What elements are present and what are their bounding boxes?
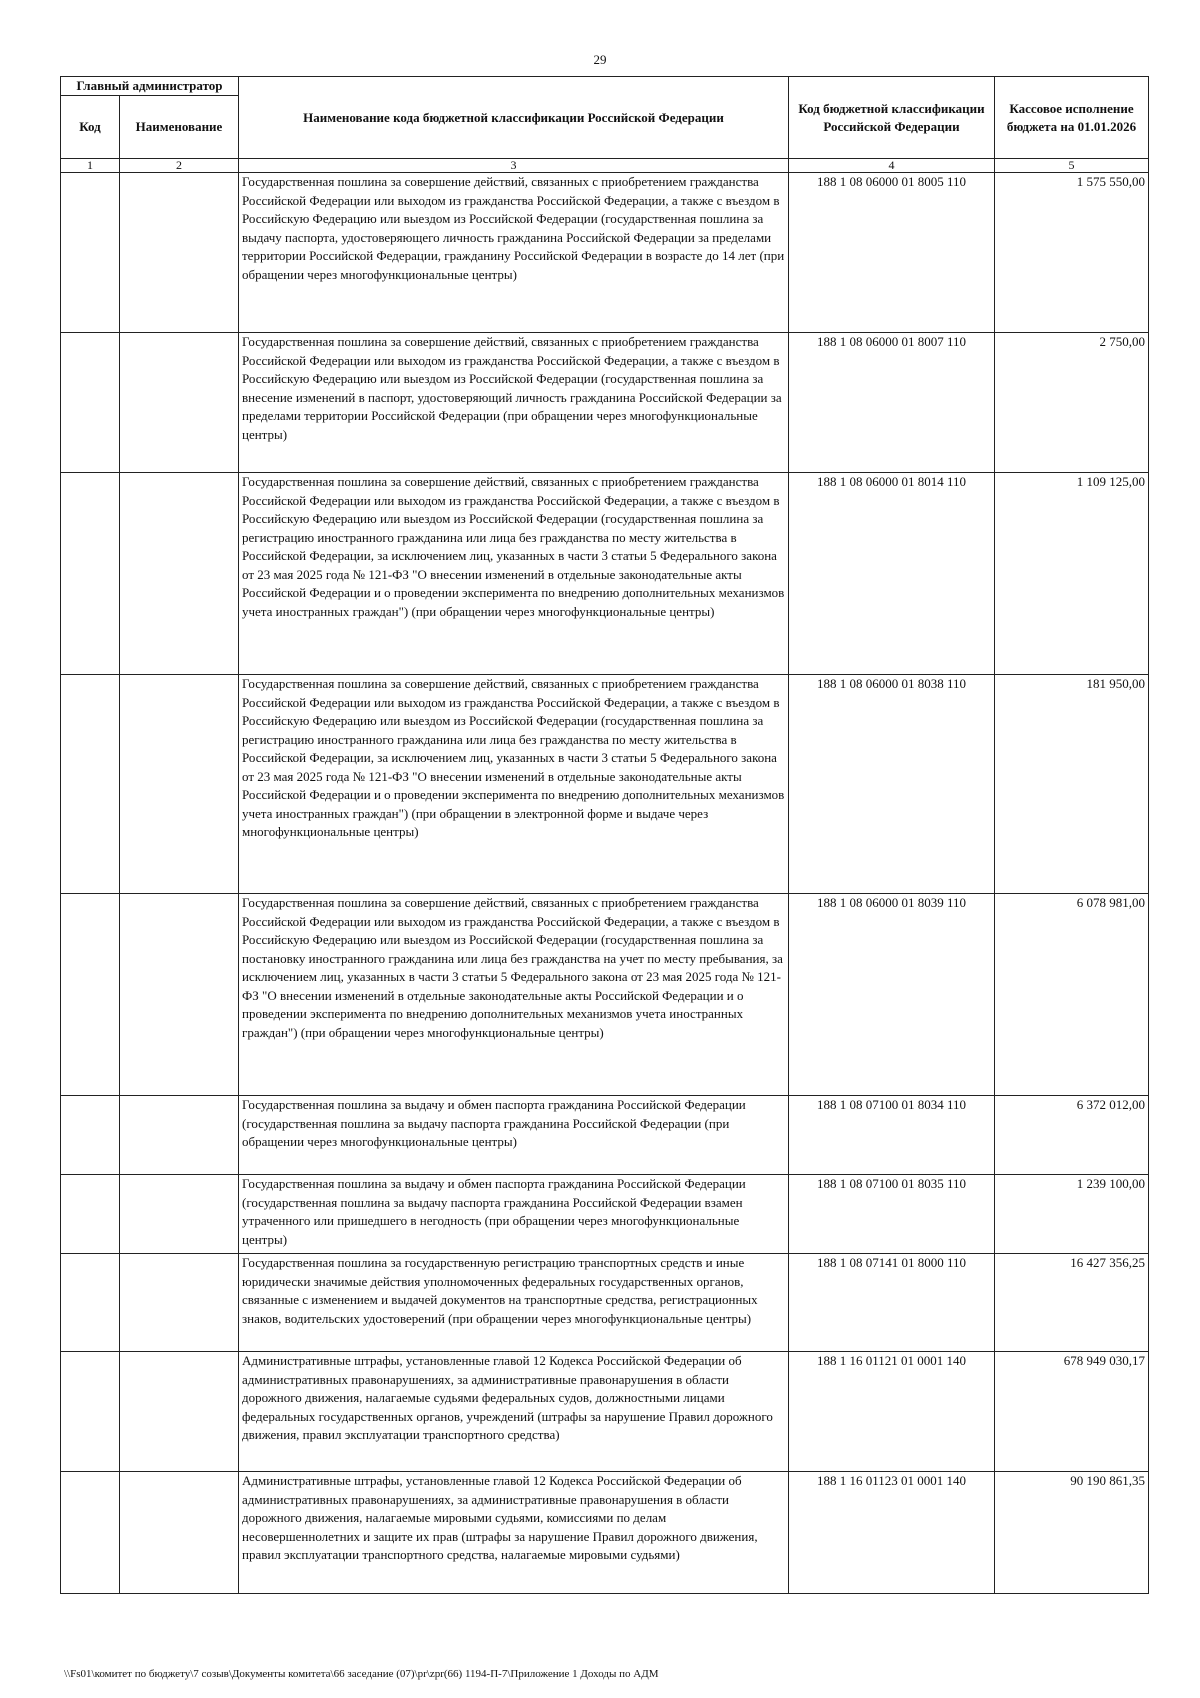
amount-cell: 2 750,00: [995, 333, 1149, 473]
kbk-description-cell: Государственная пошлина за совершение действий, связанных с приобретением гражданства Российской Федерации или выходом из гражданства Российской Федерации, а также с въездом в Российскую Федерацию или выездом из Российской Федерации (государственная пошлина за внесение изменений в паспорт, удостоверяющий личность гражданина Российской Федерации за пределами территории Российской Федерации (при обращении через многофункциональные центры): [239, 333, 789, 473]
amount-cell: 6 078 981,00: [995, 894, 1149, 1096]
column-number: 3: [239, 159, 789, 173]
admin-name-cell: [120, 473, 239, 675]
kbk-code-cell: 188 1 08 06000 01 8007 110: [789, 333, 995, 473]
table-row: [61, 1254, 1149, 1352]
table-row: [61, 1472, 1149, 1594]
kbk-description-cell: Административные штрафы, установленные главой 12 Кодекса Российской Федерации об административных правонарушениях, за административные правонарушения в области дорожного движения, налагаемые судьями федеральных судов, должностными лицами федеральных государственных органов, учреждений (штрафы за нарушение Правил дорожного движения, правил эксплуатации транспортного средства): [239, 1352, 789, 1472]
table-row: [61, 1352, 1149, 1472]
admin-code-cell: [61, 333, 120, 473]
amount-cell: 181 950,00: [995, 675, 1149, 894]
amount-cell: 678 949 030,17: [995, 1352, 1149, 1472]
kbk-code-cell: 188 1 08 06000 01 8038 110: [789, 675, 995, 894]
header-kbk-name: Наименование кода бюджетной классификации Российской Федерации: [239, 77, 789, 159]
admin-name-cell: [120, 1472, 239, 1594]
column-number-row: [61, 159, 1149, 173]
admin-code-cell: [61, 1352, 120, 1472]
admin-name-cell: [120, 675, 239, 894]
kbk-code-cell: 188 1 16 01121 01 0001 140: [789, 1352, 995, 1472]
table-row: [61, 1175, 1149, 1254]
amount-cell: 6 372 012,00: [995, 1096, 1149, 1175]
admin-name-cell: [120, 1096, 239, 1175]
admin-code-cell: [61, 1175, 120, 1254]
kbk-description-cell: Государственная пошлина за совершение действий, связанных с приобретением гражданства Российской Федерации или выходом из гражданства Российской Федерации, а также с въездом в Российскую Федерацию или выездом из Российской Федерации (государственная пошлина за постановку иностранного гражданина или лица без гражданства на учет по месту пребывания, за исключением лиц, указанных в части 3 статьи 5 Федерального закона от 23 мая 2025 года № 121-ФЗ "О внесении изменений в отдельные законодательные акты Российской Федерации и о проведении эксперимента по внедрению дополнительных механизмов учета иностранных граждан") (при обращении через многофункциональные центры): [239, 894, 789, 1096]
kbk-description-cell: Государственная пошлина за совершение действий, связанных с приобретением гражданства Российской Федерации или выходом из гражданства Российской Федерации, а также с въездом в Российскую Федерацию или выездом из Российской Федерации (государственная пошлина за регистрацию иностранного гражданина или лица без гражданства по месту жительства в Российской Федерации, за исключением лиц, указанных в части 3 статьи 5 Федерального закона от 23 мая 2025 года № 121-ФЗ "О внесении изменений в отдельные законодательные акты Российской Федерации и о проведении эксперимента по внедрению дополнительных механизмов учета иностранных граждан") (при обращении в электронной форме и выдаче через многофункциональные центры): [239, 675, 789, 894]
admin-name-cell: [120, 1254, 239, 1352]
admin-name-cell: [120, 894, 239, 1096]
file-path-footer: \\Fs01\комитет по бюджету\7 созыв\Документы комитета\66 заседание (07)\pr\zpr(66) 1194-П-7\Приложение 1 Доходы по АДМ: [64, 1668, 659, 1680]
kbk-description-cell: Государственная пошлина за выдачу и обмен паспорта гражданина Российской Федерации (государственная пошлина за выдачу паспорта гражданина Российской Федерации (при обращении через многофункциональные центры): [239, 1096, 789, 1175]
kbk-code-cell: 188 1 08 07141 01 8000 110: [789, 1254, 995, 1352]
page-number: 29: [593, 52, 607, 67]
amount-cell: 1 109 125,00: [995, 473, 1149, 675]
table-row: [61, 333, 1149, 473]
admin-name-cell: [120, 173, 239, 333]
budget-revenue-table: [60, 76, 1149, 1594]
table-row: [61, 173, 1149, 333]
table-row: [61, 894, 1149, 1096]
amount-cell: 1 575 550,00: [995, 173, 1149, 333]
kbk-code-cell: 188 1 08 07100 01 8034 110: [789, 1096, 995, 1175]
kbk-description-cell: Государственная пошлина за государственную регистрацию транспортных средств и иные юридически значимые действия уполномоченных федеральных государственных органов, связанные с изменением и выдачей документов на транспортные средства, регистрационных знаков, водительских удостоверений (при обращении через многофункциональные центры): [239, 1254, 789, 1352]
header-main-admin: Главный администратор: [61, 77, 239, 96]
kbk-description-cell: Государственная пошлина за выдачу и обмен паспорта гражданина Российской Федерации (государственная пошлина за выдачу паспорта гражданина Российской Федерации взамен утраченного или пришедшего в негодность (при обращении через многофункциональные центры): [239, 1175, 789, 1254]
column-number: 1: [61, 159, 120, 173]
admin-code-cell: [61, 473, 120, 675]
admin-code-cell: [61, 894, 120, 1096]
table-row: [61, 473, 1149, 675]
header-code: Код: [61, 96, 120, 159]
amount-cell: 1 239 100,00: [995, 1175, 1149, 1254]
admin-code-cell: [61, 1254, 120, 1352]
kbk-code-cell: 188 1 08 06000 01 8039 110: [789, 894, 995, 1096]
column-number: 5: [995, 159, 1149, 173]
kbk-code-cell: 188 1 08 06000 01 8014 110: [789, 473, 995, 675]
kbk-code-cell: 188 1 16 01123 01 0001 140: [789, 1472, 995, 1594]
kbk-code-cell: 188 1 08 06000 01 8005 110: [789, 173, 995, 333]
table-row: [61, 1096, 1149, 1175]
admin-code-cell: [61, 1472, 120, 1594]
table-row: [61, 675, 1149, 894]
kbk-description-cell: Государственная пошлина за совершение действий, связанных с приобретением гражданства Российской Федерации или выходом из гражданства Российской Федерации, а также с въездом в Российскую Федерацию или выездом из Российской Федерации (государственная пошлина за регистрацию иностранного гражданина или лица без гражданства по месту жительства в Российской Федерации, за исключением лиц, указанных в части 3 статьи 5 Федерального закона от 23 мая 2025 года № 121-ФЗ "О внесении изменений в отдельные законодательные акты Российской Федерации и о проведении эксперимента по внедрению дополнительных механизмов учета иностранных граждан") (при обращении через многофункциональные центры): [239, 473, 789, 675]
admin-code-cell: [61, 675, 120, 894]
column-number: 4: [789, 159, 995, 173]
header-kbk-code: Код бюджетной классификации Российской Федерации: [789, 77, 995, 159]
kbk-description-cell: Государственная пошлина за совершение действий, связанных с приобретением гражданства Российской Федерации или выходом из гражданства Российской Федерации, а также с въездом в Российскую Федерацию или выездом из Российской Федерации (государственная пошлина за выдачу паспорта, удостоверяющего личность гражданина Российской Федерации за пределами территории Российской Федерации, гражданину Российской Федерации в возрасте до 14 лет (при обращении через многофункциональные центры): [239, 173, 789, 333]
header-name: Наименование: [120, 96, 239, 159]
kbk-code-cell: 188 1 08 07100 01 8035 110: [789, 1175, 995, 1254]
kbk-description-cell: Административные штрафы, установленные главой 12 Кодекса Российской Федерации об административных правонарушениях, за административные правонарушения в области дорожного движения, налагаемые мировыми судьями, комиссиями по делам несовершеннолетних и защите их прав (штрафы за нарушение Правил дорожного движения, правил эксплуатации транспортного средства, налагаемые мировыми судьями): [239, 1472, 789, 1594]
admin-name-cell: [120, 333, 239, 473]
admin-code-cell: [61, 1096, 120, 1175]
header-execution: Кассовое исполнение бюджета на 01.01.2026: [995, 77, 1149, 159]
amount-cell: 16 427 356,25: [995, 1254, 1149, 1352]
column-number: 2: [120, 159, 239, 173]
admin-code-cell: [61, 173, 120, 333]
admin-name-cell: [120, 1175, 239, 1254]
admin-name-cell: [120, 1352, 239, 1472]
amount-cell: 90 190 861,35: [995, 1472, 1149, 1594]
